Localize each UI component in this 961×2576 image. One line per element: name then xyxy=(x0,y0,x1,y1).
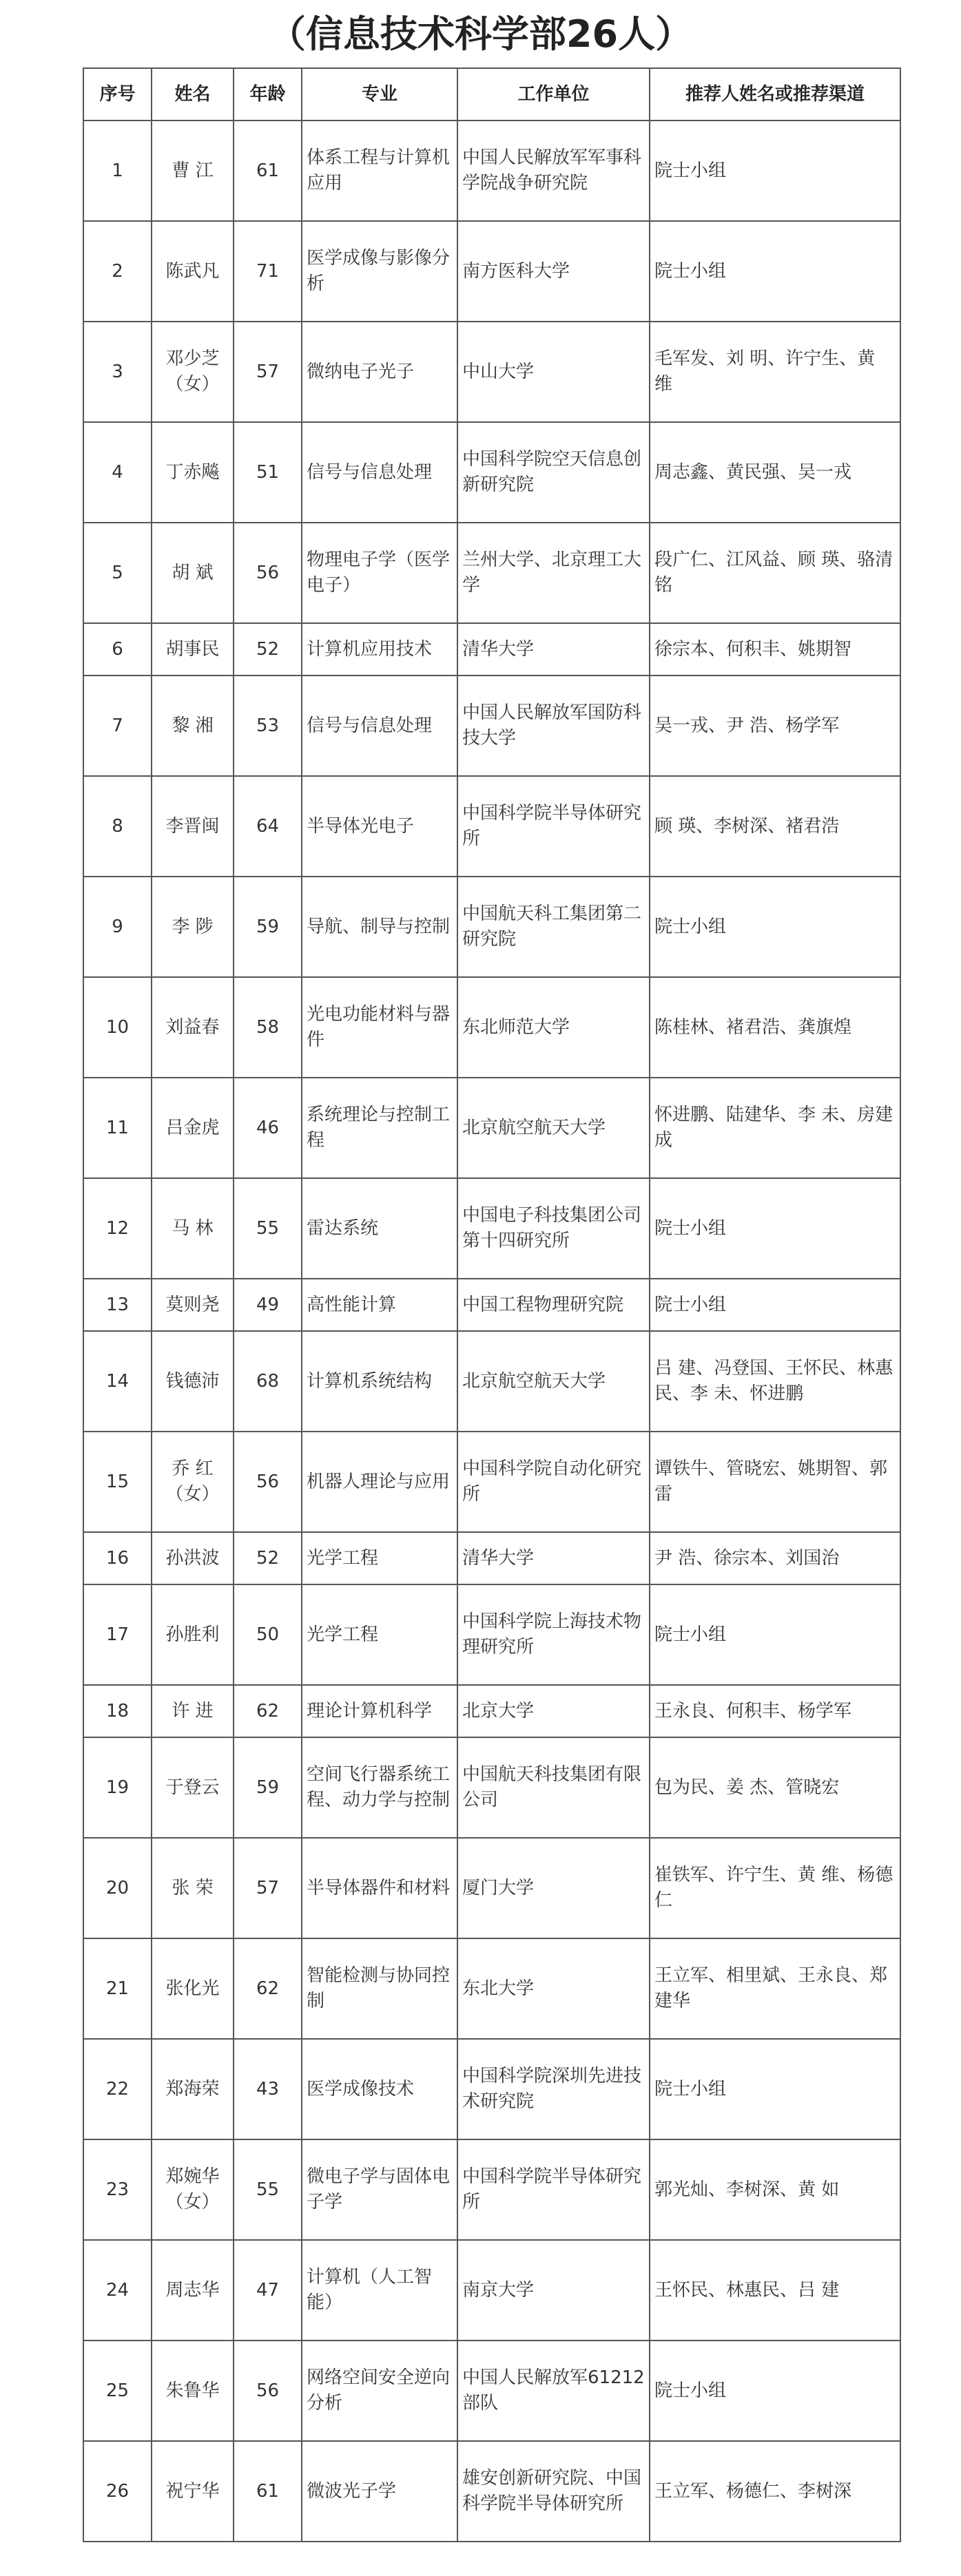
table-row xyxy=(83,2139,900,2240)
cell-major: 光电功能材料与器件 xyxy=(302,977,457,1078)
cell-no: 17 xyxy=(83,1584,152,1685)
cell-recommender: 尹 浩、徐宗本、刘国治 xyxy=(650,1532,900,1584)
cell-name: 朱鲁华 xyxy=(152,2341,234,2441)
cell-major: 信号与信息处理 xyxy=(302,676,457,776)
cell-recommender: 吕 建、冯登国、王怀民、林惠民、李 未、怀进鹏 xyxy=(650,1331,900,1432)
cell-recommender: 怀进鹏、陆建华、李 未、房建成 xyxy=(650,1078,900,1178)
cell-recommender: 徐宗本、何积丰、姚期智 xyxy=(650,623,900,676)
cell-unit: 中国科学院半导体研究所 xyxy=(457,2139,650,2240)
cell-major: 半导体光电子 xyxy=(302,776,457,877)
cell-age: 61 xyxy=(234,2441,302,2542)
cell-age: 49 xyxy=(234,1279,302,1331)
cell-no: 6 xyxy=(83,623,152,676)
table-row xyxy=(83,221,900,322)
cell-no: 14 xyxy=(83,1331,152,1432)
cell-unit: 中国科学院深圳先进技术研究院 xyxy=(457,2039,650,2139)
cell-unit: 清华大学 xyxy=(457,623,650,676)
table-row xyxy=(83,977,900,1078)
table-row xyxy=(83,1838,900,1938)
table-row xyxy=(83,2240,900,2341)
cell-unit: 清华大学 xyxy=(457,1532,650,1584)
cell-age: 50 xyxy=(234,1584,302,1685)
cell-no: 10 xyxy=(83,977,152,1078)
cell-name: 马 林 xyxy=(152,1178,234,1279)
cell-age: 46 xyxy=(234,1078,302,1178)
cell-recommender: 院士小组 xyxy=(650,2039,900,2139)
cell-name: 祝宁华 xyxy=(152,2441,234,2542)
header-major: 专业 xyxy=(302,68,457,121)
table-row xyxy=(83,1178,900,1279)
table-row xyxy=(83,1685,900,1737)
cell-no: 3 xyxy=(83,322,152,422)
cell-age: 56 xyxy=(234,2341,302,2441)
cell-recommender: 崔铁军、许宁生、黄 维、杨德仁 xyxy=(650,1838,900,1938)
cell-unit: 南京大学 xyxy=(457,2240,650,2341)
cell-unit: 中国科学院空天信息创新研究院 xyxy=(457,422,650,523)
cell-major: 微纳电子光子 xyxy=(302,322,457,422)
cell-recommender: 院士小组 xyxy=(650,1279,900,1331)
cell-major: 机器人理论与应用 xyxy=(302,1432,457,1532)
cell-major: 高性能计算 xyxy=(302,1279,457,1331)
cell-no: 24 xyxy=(83,2240,152,2341)
cell-name: 周志华 xyxy=(152,2240,234,2341)
cell-unit: 中国科学院半导体研究所 xyxy=(457,776,650,877)
cell-age: 57 xyxy=(234,1838,302,1938)
cell-recommender: 院士小组 xyxy=(650,877,900,977)
cell-age: 61 xyxy=(234,121,302,221)
page-title: （信息技术科学部26人） xyxy=(268,12,693,56)
header-no: 序号 xyxy=(83,68,152,121)
cell-age: 62 xyxy=(234,1938,302,2039)
cell-recommender: 包为民、姜 杰、管晓宏 xyxy=(650,1737,900,1838)
table-row xyxy=(83,1938,900,2039)
cell-recommender: 谭铁牛、管晓宏、姚期智、郭 雷 xyxy=(650,1432,900,1532)
cell-major: 体系工程与计算机应用 xyxy=(302,121,457,221)
cell-major: 计算机系统结构 xyxy=(302,1331,457,1432)
cell-recommender: 顾 瑛、李树深、褚君浩 xyxy=(650,776,900,877)
cell-name: 邓少芝（女） xyxy=(152,322,234,422)
cell-name: 孙胜利 xyxy=(152,1584,234,1685)
cell-name: 许 进 xyxy=(152,1685,234,1737)
cell-recommender: 王怀民、林惠民、吕 建 xyxy=(650,2240,900,2341)
cell-major: 雷达系统 xyxy=(302,1178,457,1279)
cell-unit: 兰州大学、北京理工大学 xyxy=(457,523,650,623)
cell-major: 导航、制导与控制 xyxy=(302,877,457,977)
cell-no: 7 xyxy=(83,676,152,776)
candidate-table xyxy=(83,67,901,2542)
cell-name: 于登云 xyxy=(152,1737,234,1838)
cell-name: 莫则尧 xyxy=(152,1279,234,1331)
cell-no: 16 xyxy=(83,1532,152,1584)
cell-unit: 雄安创新研究院、中国科学院半导体研究所 xyxy=(457,2441,650,2542)
cell-age: 59 xyxy=(234,877,302,977)
cell-no: 9 xyxy=(83,877,152,977)
cell-recommender: 王永良、何积丰、杨学军 xyxy=(650,1685,900,1737)
cell-major: 理论计算机科学 xyxy=(302,1685,457,1737)
cell-unit: 中国航天科技集团有限公司 xyxy=(457,1737,650,1838)
cell-unit: 中国工程物理研究院 xyxy=(457,1279,650,1331)
cell-recommender: 王立军、杨德仁、李树深 xyxy=(650,2441,900,2542)
cell-no: 22 xyxy=(83,2039,152,2139)
cell-recommender: 陈桂林、褚君浩、龚旗煌 xyxy=(650,977,900,1078)
cell-unit: 北京航空航天大学 xyxy=(457,1078,650,1178)
header-unit: 工作单位 xyxy=(457,68,650,121)
cell-unit: 中山大学 xyxy=(457,322,650,422)
cell-name: 乔 红（女） xyxy=(152,1432,234,1532)
table-row xyxy=(83,1584,900,1685)
cell-no: 23 xyxy=(83,2139,152,2240)
cell-age: 55 xyxy=(234,1178,302,1279)
table-row xyxy=(83,1432,900,1532)
table-row xyxy=(83,1331,900,1432)
cell-no: 15 xyxy=(83,1432,152,1532)
cell-age: 68 xyxy=(234,1331,302,1432)
cell-age: 47 xyxy=(234,2240,302,2341)
header-recommender: 推荐人姓名或推荐渠道 xyxy=(650,68,900,121)
cell-name: 曹 江 xyxy=(152,121,234,221)
cell-age: 64 xyxy=(234,776,302,877)
table-row xyxy=(83,2039,900,2139)
cell-unit: 北京大学 xyxy=(457,1685,650,1737)
table-row xyxy=(83,776,900,877)
cell-name: 张化光 xyxy=(152,1938,234,2039)
cell-name: 郑婉华（女） xyxy=(152,2139,234,2240)
cell-major: 微电子学与固体电子学 xyxy=(302,2139,457,2240)
table-row xyxy=(83,1532,900,1584)
cell-no: 1 xyxy=(83,121,152,221)
cell-name: 刘益春 xyxy=(152,977,234,1078)
cell-no: 4 xyxy=(83,422,152,523)
cell-age: 56 xyxy=(234,1432,302,1532)
cell-unit: 北京航空航天大学 xyxy=(457,1331,650,1432)
table-row xyxy=(83,1078,900,1178)
cell-age: 53 xyxy=(234,676,302,776)
table-row xyxy=(83,322,900,422)
cell-no: 5 xyxy=(83,523,152,623)
cell-recommender: 院士小组 xyxy=(650,1584,900,1685)
cell-name: 李 陟 xyxy=(152,877,234,977)
cell-age: 51 xyxy=(234,422,302,523)
cell-age: 55 xyxy=(234,2139,302,2240)
cell-major: 计算机应用技术 xyxy=(302,623,457,676)
cell-recommender: 院士小组 xyxy=(650,221,900,322)
cell-recommender: 周志鑫、黄民强、吴一戎 xyxy=(650,422,900,523)
cell-major: 物理电子学（医学电子） xyxy=(302,523,457,623)
cell-major: 信号与信息处理 xyxy=(302,422,457,523)
table-row xyxy=(83,523,900,623)
cell-unit: 中国人民解放军国防科技大学 xyxy=(457,676,650,776)
cell-no: 8 xyxy=(83,776,152,877)
table-row xyxy=(83,422,900,523)
cell-name: 丁赤飚 xyxy=(152,422,234,523)
cell-no: 25 xyxy=(83,2341,152,2441)
cell-recommender: 郭光灿、李树深、黄 如 xyxy=(650,2139,900,2240)
cell-no: 12 xyxy=(83,1178,152,1279)
cell-major: 智能检测与协同控制 xyxy=(302,1938,457,2039)
cell-name: 孙洪波 xyxy=(152,1532,234,1584)
cell-major: 半导体器件和材料 xyxy=(302,1838,457,1938)
cell-recommender: 院士小组 xyxy=(650,121,900,221)
cell-unit: 东北大学 xyxy=(457,1938,650,2039)
cell-major: 医学成像技术 xyxy=(302,2039,457,2139)
table-row xyxy=(83,121,900,221)
cell-name: 钱德沛 xyxy=(152,1331,234,1432)
cell-no: 2 xyxy=(83,221,152,322)
cell-recommender: 段广仁、江风益、顾 瑛、骆清铭 xyxy=(650,523,900,623)
cell-name: 陈武凡 xyxy=(152,221,234,322)
header-age: 年龄 xyxy=(234,68,302,121)
cell-recommender: 院士小组 xyxy=(650,1178,900,1279)
cell-no: 21 xyxy=(83,1938,152,2039)
cell-unit: 厦门大学 xyxy=(457,1838,650,1938)
table-row xyxy=(83,2441,900,2542)
cell-major: 系统理论与控制工程 xyxy=(302,1078,457,1178)
table-header-row xyxy=(83,68,900,121)
cell-age: 62 xyxy=(234,1685,302,1737)
table-row xyxy=(83,2341,900,2441)
cell-major: 医学成像与影像分析 xyxy=(302,221,457,322)
cell-name: 吕金虎 xyxy=(152,1078,234,1178)
cell-no: 20 xyxy=(83,1838,152,1938)
header-name: 姓名 xyxy=(152,68,234,121)
table-body xyxy=(83,121,900,2542)
cell-unit: 南方医科大学 xyxy=(457,221,650,322)
cell-recommender: 王立军、相里斌、王永良、郑建华 xyxy=(650,1938,900,2039)
cell-age: 43 xyxy=(234,2039,302,2139)
cell-unit: 中国科学院上海技术物理研究所 xyxy=(457,1584,650,1685)
cell-major: 光学工程 xyxy=(302,1584,457,1685)
cell-unit: 中国人民解放军61212部队 xyxy=(457,2341,650,2441)
cell-age: 52 xyxy=(234,623,302,676)
cell-no: 18 xyxy=(83,1685,152,1737)
cell-major: 计算机（人工智能） xyxy=(302,2240,457,2341)
cell-age: 52 xyxy=(234,1532,302,1584)
cell-age: 71 xyxy=(234,221,302,322)
table-row xyxy=(83,1279,900,1331)
cell-recommender: 吴一戎、尹 浩、杨学军 xyxy=(650,676,900,776)
cell-age: 56 xyxy=(234,523,302,623)
table-row xyxy=(83,623,900,676)
cell-name: 黎 湘 xyxy=(152,676,234,776)
cell-recommender: 毛军发、刘 明、许宁生、黄 维 xyxy=(650,322,900,422)
cell-age: 58 xyxy=(234,977,302,1078)
cell-name: 胡 斌 xyxy=(152,523,234,623)
cell-major: 微波光子学 xyxy=(302,2441,457,2542)
cell-name: 李晋闽 xyxy=(152,776,234,877)
cell-unit: 中国人民解放军军事科学院战争研究院 xyxy=(457,121,650,221)
cell-unit: 中国电子科技集团公司第十四研究所 xyxy=(457,1178,650,1279)
cell-name: 胡事民 xyxy=(152,623,234,676)
cell-no: 13 xyxy=(83,1279,152,1331)
cell-age: 57 xyxy=(234,322,302,422)
cell-no: 11 xyxy=(83,1078,152,1178)
cell-recommender: 院士小组 xyxy=(650,2341,900,2441)
cell-no: 26 xyxy=(83,2441,152,2542)
cell-no: 19 xyxy=(83,1737,152,1838)
cell-unit: 东北师范大学 xyxy=(457,977,650,1078)
table-row xyxy=(83,877,900,977)
cell-age: 59 xyxy=(234,1737,302,1838)
cell-major: 空间飞行器系统工程、动力学与控制 xyxy=(302,1737,457,1838)
cell-unit: 中国科学院自动化研究所 xyxy=(457,1432,650,1532)
cell-major: 光学工程 xyxy=(302,1532,457,1584)
table-row xyxy=(83,676,900,776)
table-row xyxy=(83,1737,900,1838)
cell-name: 郑海荣 xyxy=(152,2039,234,2139)
cell-major: 网络空间安全逆向分析 xyxy=(302,2341,457,2441)
cell-unit: 中国航天科工集团第二研究院 xyxy=(457,877,650,977)
cell-name: 张 荣 xyxy=(152,1838,234,1938)
